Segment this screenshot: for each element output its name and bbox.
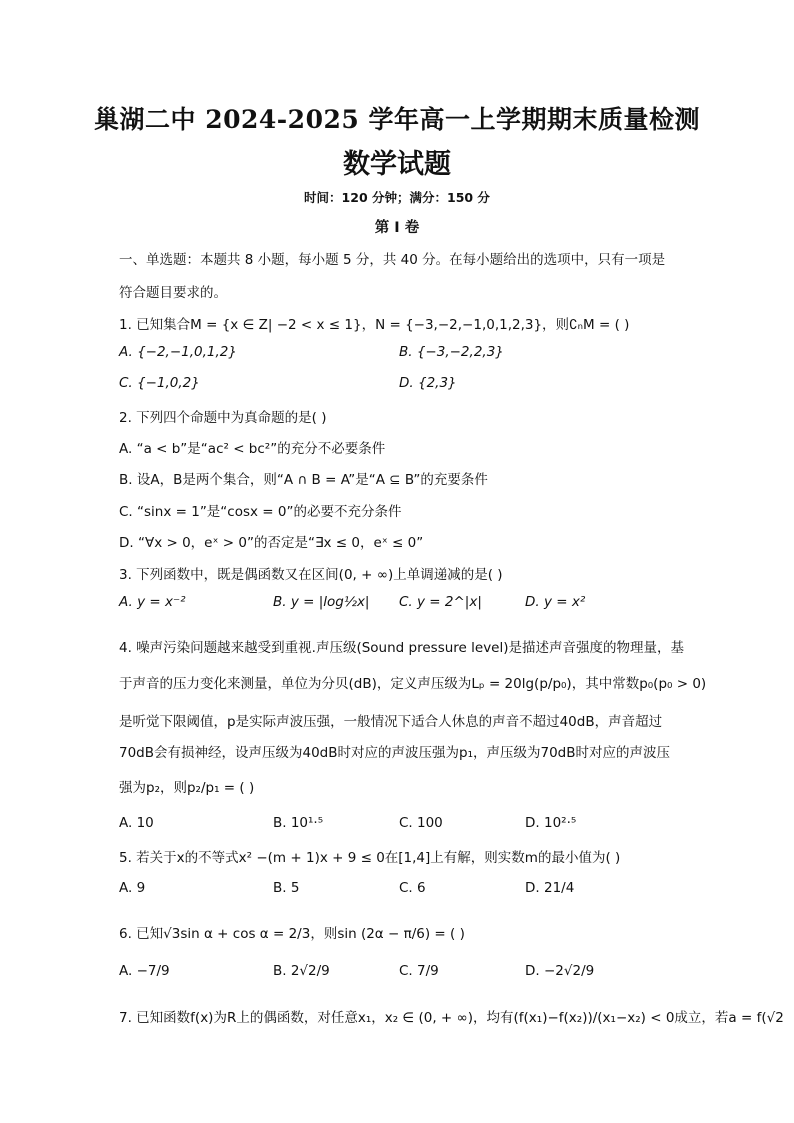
question-4-line-4: 70dB会有损神经，设声压级为40dB时对应的声波压强为p₁，声压级为70dB时对应的声波压 xyxy=(119,745,671,761)
exam-title: 巢湖二中 2024-2025 学年高一上学期期末质量检测 xyxy=(94,105,700,134)
section-heading-cont: 符合题目要求的。 xyxy=(119,285,227,301)
exam-subtitle: 数学试题 xyxy=(343,149,451,180)
question-5-stem: 5. 若关于x的不等式x² −(m + 1)x + 9 ≤ 0在[1,4]上有解，则实数m的最小值为( ) xyxy=(119,850,621,866)
question-4-line-1: 4. 噪声污染问题越来越受到重视.声压级(Sound pressure level)是描述声音强度的物理量，基 xyxy=(119,640,685,656)
question-4-option-b: B. 10¹·⁵ xyxy=(273,815,324,831)
question-4-option-c: C. 100 xyxy=(399,815,443,831)
question-2-option-c: C. “sinx = 1”是“cosx = 0”的必要不充分条件 xyxy=(119,504,402,520)
time-info: 时间：120 分钟；满分：150 分 xyxy=(304,190,490,205)
question-6-option-c: C. 7/9 xyxy=(399,963,439,979)
question-3-option-b: B. y = |log½x| xyxy=(273,594,370,610)
question-3-option-d: D. y = x² xyxy=(525,594,586,610)
question-5-option-c: C. 6 xyxy=(399,880,426,896)
volume-label: 第 I 卷 xyxy=(374,220,420,236)
question-3-option-c: C. y = 2^|x| xyxy=(399,594,482,610)
question-1-option-b: B. {−3,−2,2,3} xyxy=(399,344,504,360)
question-1-option-a: A. {−2,−1,0,1,2} xyxy=(119,344,237,360)
question-1-option-c: C. {−1,0,2} xyxy=(119,375,200,391)
question-5-option-d: D. 21/4 xyxy=(525,880,575,896)
question-4-line-5: 强为p₂，则p₂/p₁ = ( ) xyxy=(119,780,255,796)
question-1-option-d: D. {2,3} xyxy=(399,375,457,391)
question-5-option-a: A. 9 xyxy=(119,880,146,896)
question-6-option-a: A. −7/9 xyxy=(119,963,170,979)
question-3-option-a: A. y = x⁻² xyxy=(119,594,186,610)
question-6-option-b: B. 2√2/9 xyxy=(273,963,330,979)
question-2-option-b: B. 设A，B是两个集合，则“A ∩ B = A”是“A ⊆ B”的充要条件 xyxy=(119,472,488,488)
question-7-stem: 7. 已知函数f(x)为R上的偶函数，对任意x₁，x₂ ∈ (0, + ∞)，均有(f(x₁)−f(x₂))/(x₁−x₂) < 0成立，若a = f(√2 xyxy=(119,1010,784,1026)
question-6-stem: 6. 已知√3sin α + cos α = 2/3，则sin (2α − π/6) = ( ) xyxy=(119,926,465,942)
question-2-stem: 2. 下列四个命题中为真命题的是( ) xyxy=(119,410,327,426)
question-2-option-d: D. “∀x > 0，eˣ > 0”的否定是“∃x ≤ 0，eˣ ≤ 0” xyxy=(119,535,424,551)
question-4-option-d: D. 10²·⁵ xyxy=(525,815,577,831)
question-4-line-3: 是听觉下限阈值，p是实际声波压强，一般情况下适合人休息的声音不超过40dB，声音超过 xyxy=(119,714,663,730)
question-6-option-d: D. −2√2/9 xyxy=(525,963,595,979)
section-heading: 一、单选题：本题共 8 小题，每小题 5 分，共 40 分。在每小题给出的选项中，只有一项是 xyxy=(119,252,666,268)
question-5-option-b: B. 5 xyxy=(273,880,300,896)
question-4-option-a: A. 10 xyxy=(119,815,154,831)
question-2-option-a: A. “a < b”是“ac² < bc²”的充分不必要条件 xyxy=(119,441,386,457)
question-4-line-2: 于声音的压力变化来测量，单位为分贝(dB)，定义声压级为Lₚ = 20lg(p/p₀)，其中常数p₀(p₀ > 0) xyxy=(119,676,707,692)
question-3-stem: 3. 下列函数中，既是偶函数又在区间(0, + ∞)上单调递减的是( ) xyxy=(119,567,503,583)
question-1-stem: 1. 已知集合M = {x ∈ Z| −2 < x ≤ 1}，N = {−3,−2,−1,0,1,2,3}，则∁ₙM = ( ) xyxy=(119,317,630,333)
